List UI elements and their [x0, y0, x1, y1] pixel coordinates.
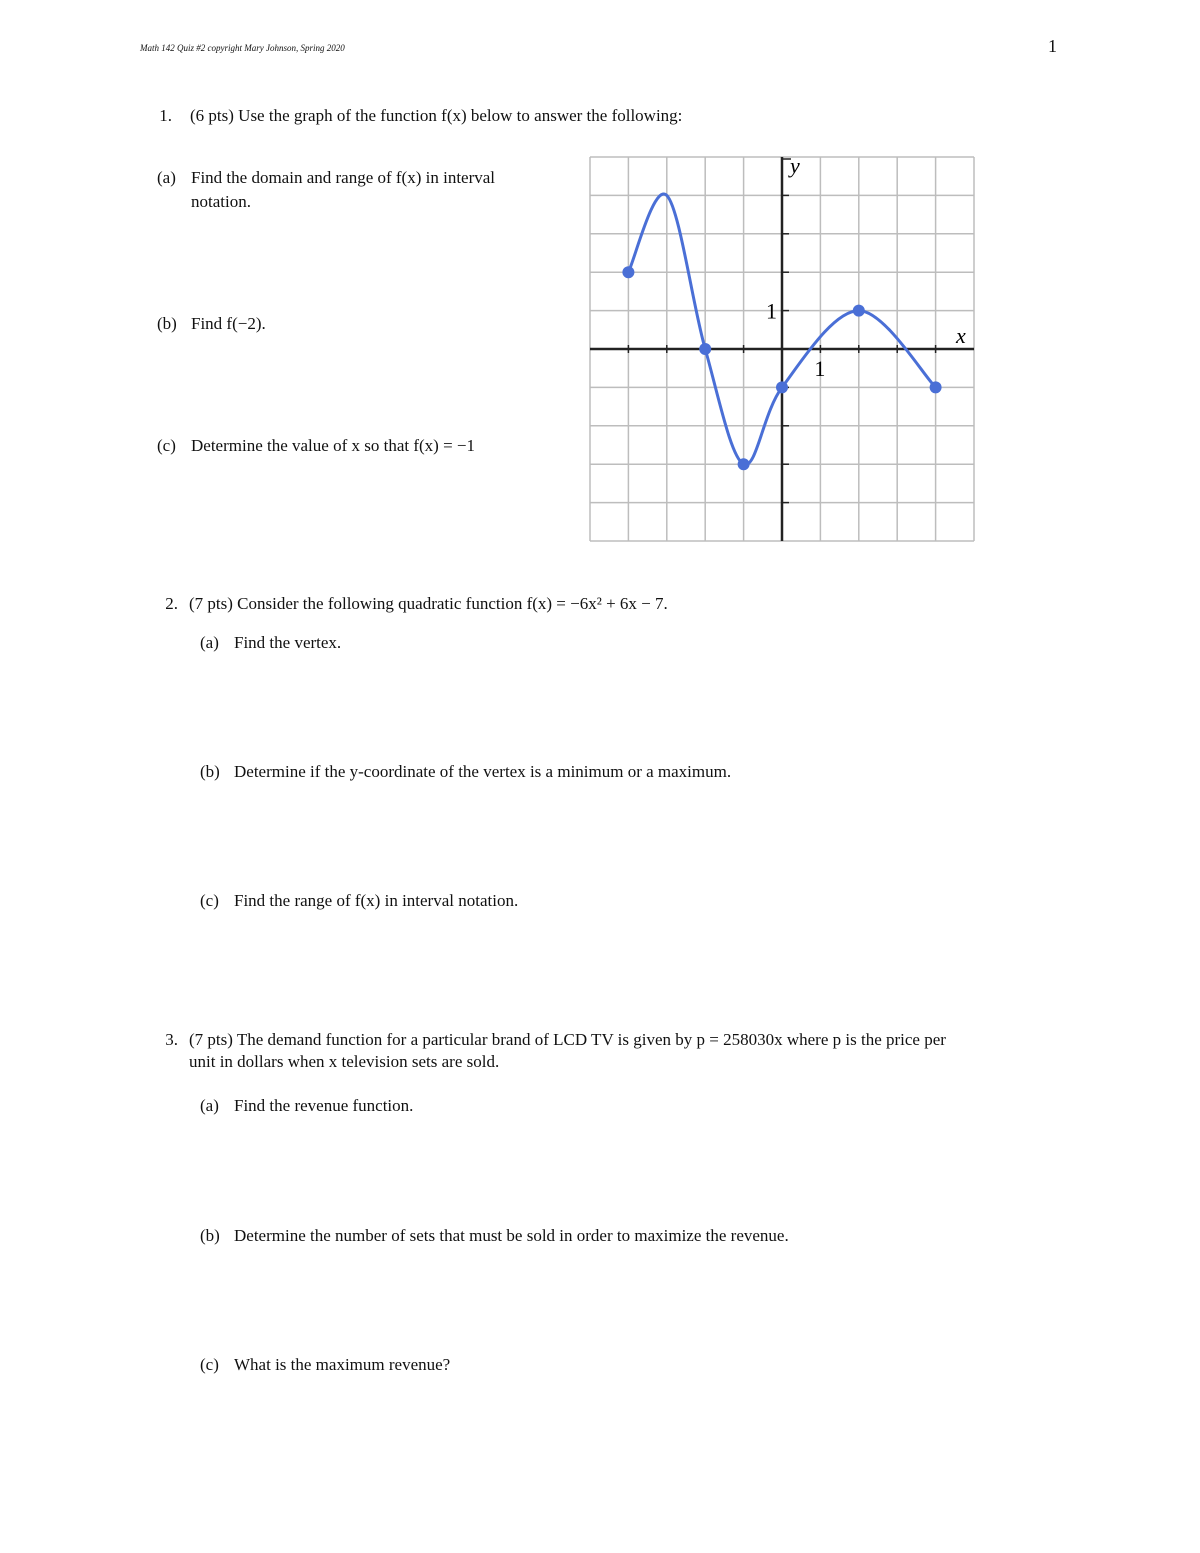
q1c-text: Determine the value of x so that f(x) = −1 [191, 436, 476, 455]
q3c-item [200, 1355, 450, 1375]
q3b-label: (b) [200, 1226, 220, 1245]
q3a-label: (a) [200, 1096, 219, 1115]
page-number: 1 [1048, 36, 1057, 56]
q1a-label: (a) [157, 168, 176, 187]
q3b-text: Determine the number of sets that must be sold in order to maximize the revenue. [234, 1226, 789, 1245]
x-unit-label: 1 [814, 356, 826, 381]
q2a-text: Find the vertex. [234, 633, 342, 652]
q1b-label: (b) [157, 314, 177, 333]
q2b-label: (b) [200, 762, 220, 781]
function-graph [588, 155, 980, 553]
q2-prompt: (7 pts) Consider the following quadratic function f(x) = −6x² + 6x − 7. [189, 594, 668, 613]
q1b-item [157, 314, 266, 334]
q2a-label: (a) [200, 633, 219, 652]
header-course-line: Math 142 Quiz #2 copyright Mary Johnson, Spring 2020 [140, 43, 345, 53]
q1-number: 1. [159, 106, 172, 125]
q2c-label: (c) [200, 891, 219, 910]
y-axis-label: y [790, 155, 800, 178]
q1-prompt: (6 pts) Use the graph of the function f(x) below to answer the following: [190, 106, 683, 125]
q1a-text-cont: notation. [191, 192, 251, 211]
curve-point [622, 266, 634, 278]
q1a-text: Find the domain and range of f(x) in interval [191, 168, 496, 187]
q3-prompt: (7 pts) The demand function for a particular brand of LCD TV is given by p = 258030x where p is the price per [189, 1030, 946, 1049]
q3a-text: Find the revenue function. [234, 1096, 414, 1115]
y-unit-label: 1 [766, 298, 777, 324]
q3c-text: What is the maximum revenue? [234, 1355, 451, 1374]
curve-point [853, 305, 865, 317]
curve-point [699, 343, 711, 355]
curve-point [738, 458, 750, 470]
q2b-text: Determine if the y-coordinate of the vertex is a minimum or a maximum. [234, 762, 732, 781]
q2c-item [200, 891, 518, 911]
q3-prompt-cont: unit in dollars when x television sets are sold. [189, 1052, 500, 1071]
q1b-text: Find f(−2). [191, 314, 266, 333]
q3a-item [200, 1096, 413, 1116]
q1c-item [157, 436, 475, 456]
q2b-item [200, 762, 731, 782]
q2a-item [200, 633, 341, 653]
q1a-item [157, 168, 495, 188]
curve-point [776, 381, 788, 393]
q3c-label: (c) [200, 1355, 219, 1374]
q2c-text: Find the range of f(x) in interval notation. [234, 891, 519, 910]
q3-number: 3. [165, 1030, 178, 1049]
q2-number: 2. [165, 594, 178, 613]
q3b-item [200, 1226, 789, 1246]
curve-point [930, 381, 942, 393]
q1c-label: (c) [157, 436, 176, 455]
x-axis-label: x [956, 323, 966, 348]
